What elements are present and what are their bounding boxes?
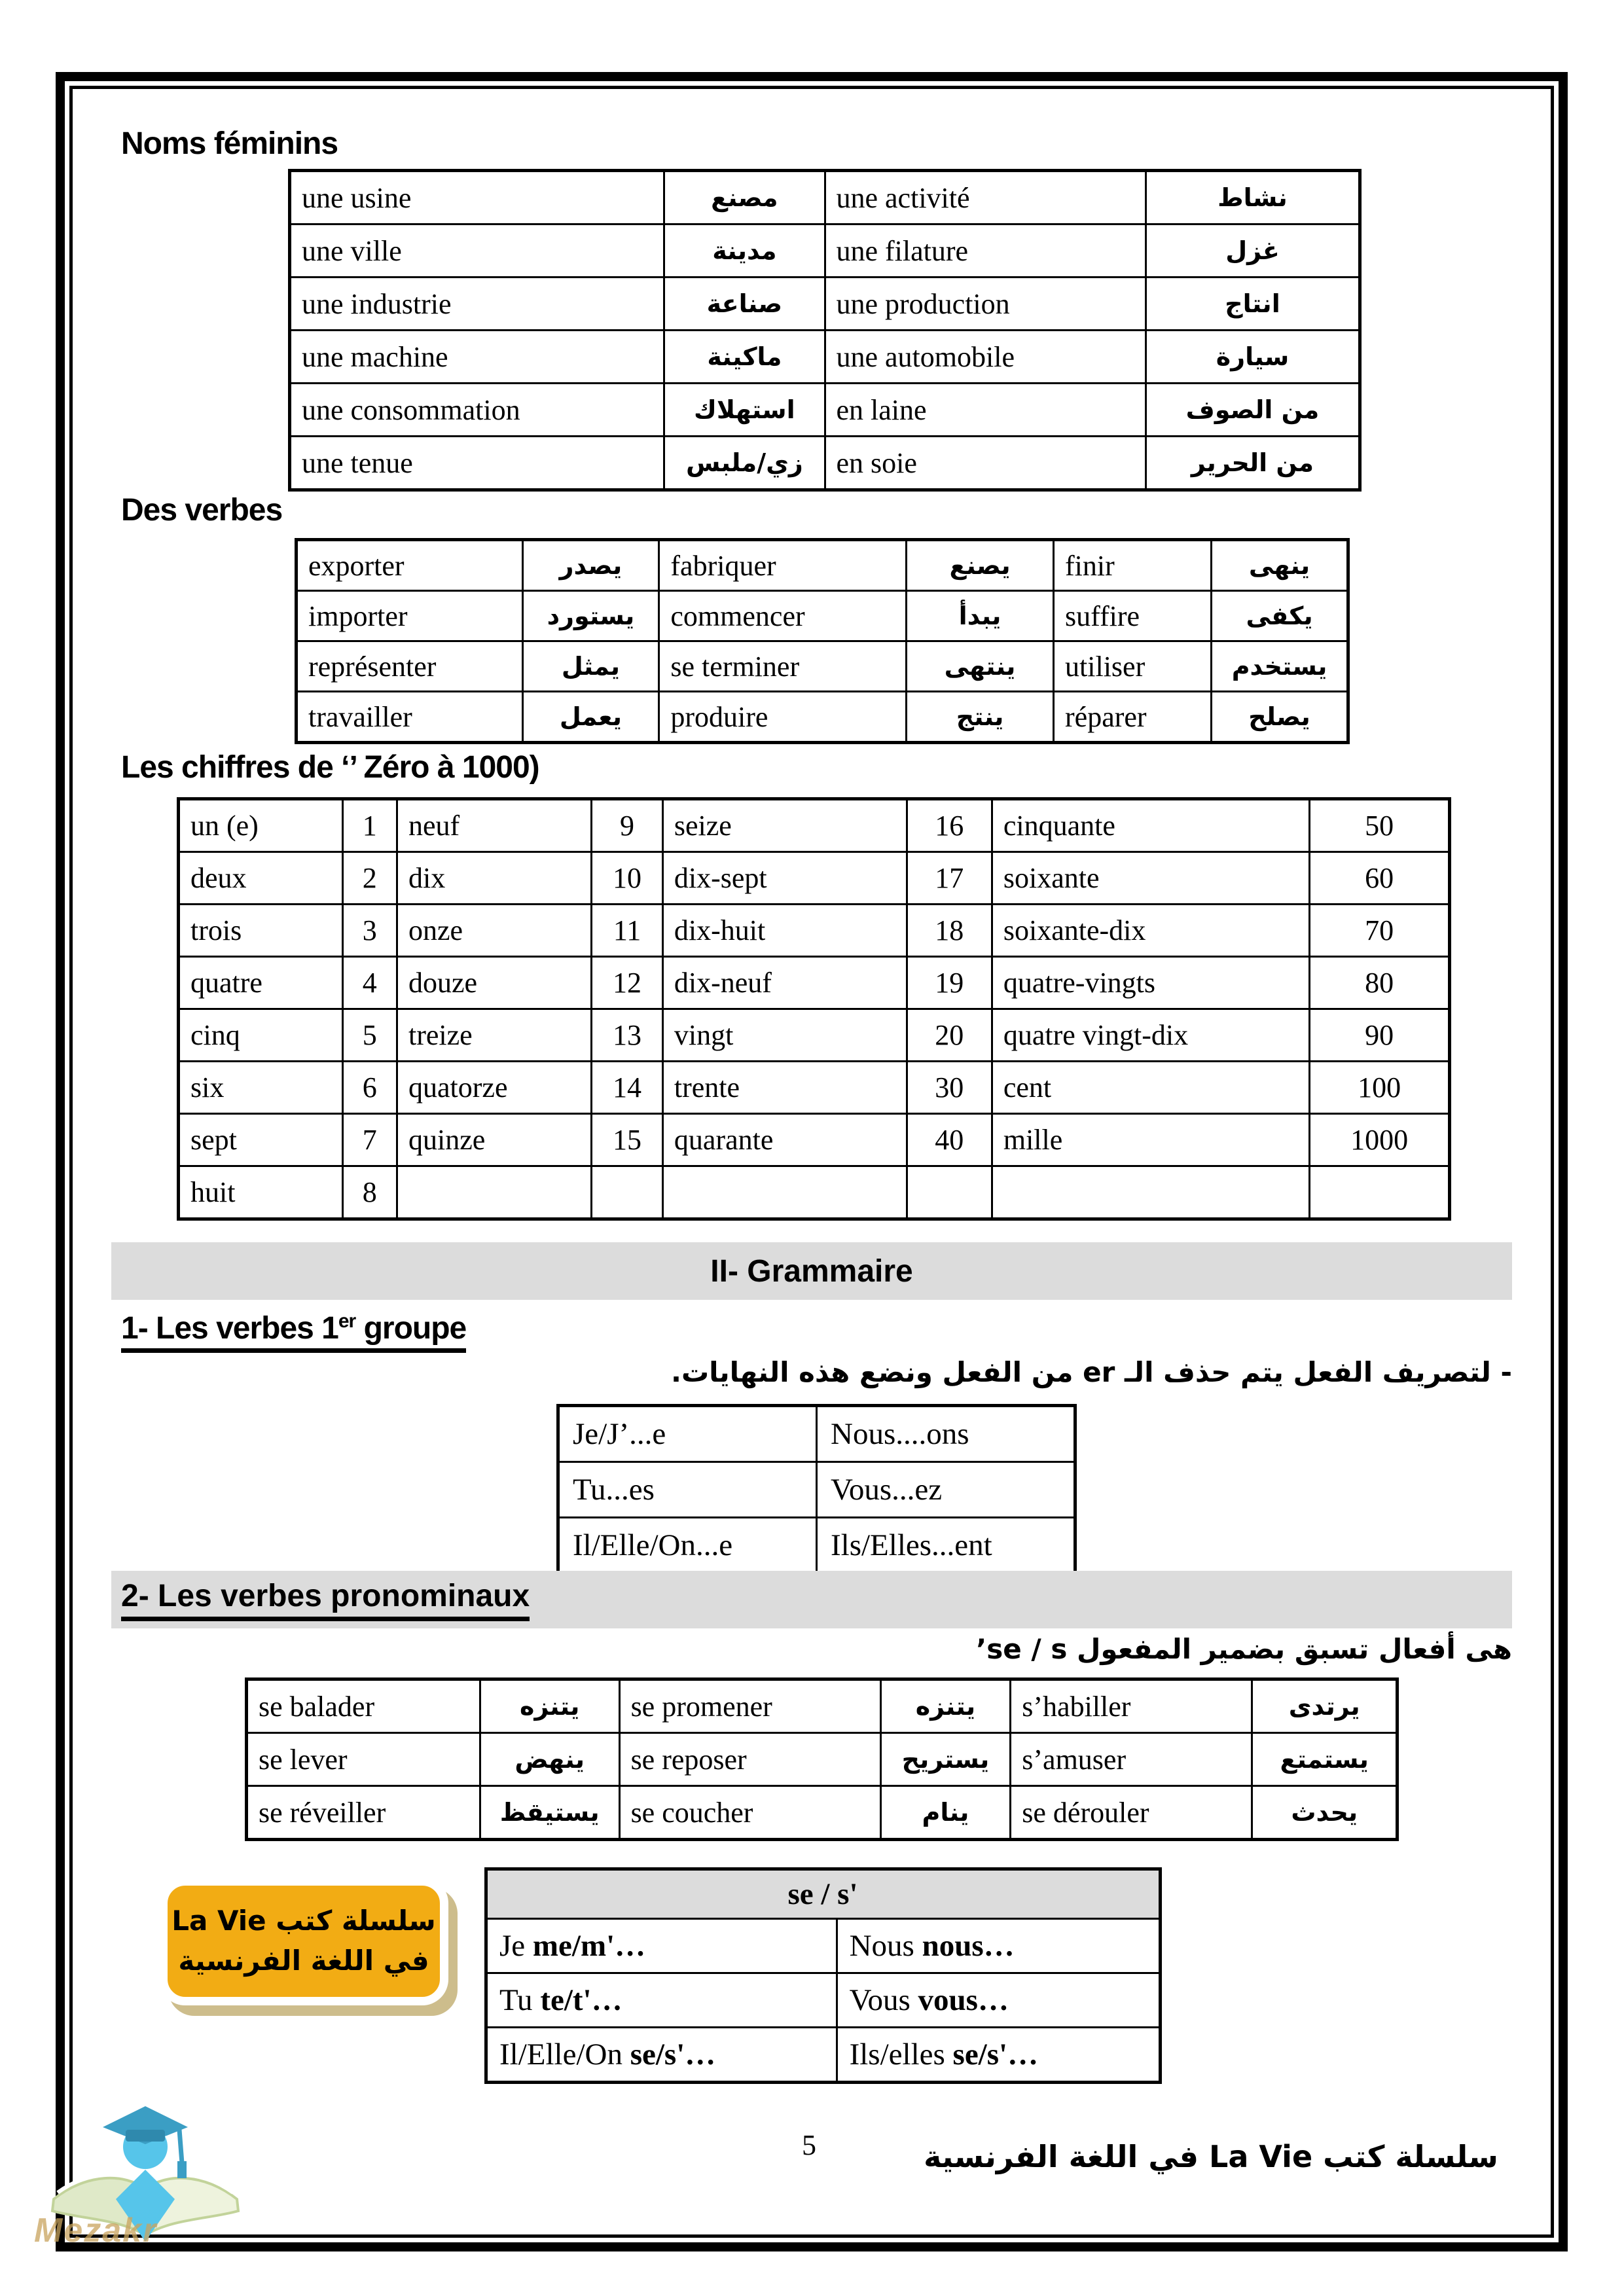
arabic-translation-cell: ينتهى [907,641,1054,692]
la-vie-series-badge [159,1877,448,2005]
pronoun-reflexive: te/t'… [540,1983,623,2017]
ending-cell: Nous....ons [817,1406,1075,1462]
french-verb-cell: représenter [297,641,523,692]
arabic-translation-cell: يمثل [522,641,659,692]
arabic-translation-cell: ماكينة [664,331,825,384]
french-verb-cell: se balader [247,1679,480,1733]
number-word-cell: cinq [179,1009,343,1062]
pronoun-text: Nous [849,1929,922,1963]
number-word-cell: quarante [662,1114,907,1166]
number-value-cell: 19 [907,957,992,1009]
verbes-table [295,538,1350,744]
number-value-cell: 80 [1310,957,1450,1009]
french-word-cell: une activité [825,171,1146,224]
arabic-translation-cell: يستيقظ [480,1786,619,1840]
table-row [247,1786,1398,1840]
conjugation-note-arabic: - لتصريف الفعل يتم حذف الـ er من الفعل ونضع هذه النهايات. [670,1356,1512,1388]
number-word-cell [397,1166,592,1219]
badge-line1: سلسلة كتب La Vie [171,1905,436,1937]
french-word-cell: en soie [825,437,1146,490]
arabic-translation-cell: سيارة [1146,331,1360,384]
table-row [297,692,1348,743]
french-word-cell: en laine [825,384,1146,437]
number-value-cell [1310,1166,1450,1219]
pronoun-reflexive: nous… [922,1929,1015,1963]
number-value-cell: 12 [592,957,663,1009]
number-word-cell: soixante-dix [992,905,1310,957]
pronoun-reflexive: me/m'… [532,1929,646,1963]
arabic-translation-cell: يصنع [907,540,1054,591]
number-word-cell: onze [397,905,592,957]
pronominaux-banner-label: 2- Les verbes pronominaux [121,1578,530,1621]
pronoun-text: Tu [499,1983,541,2017]
number-word-cell: treize [397,1009,592,1062]
arabic-translation-cell: يحدث [1252,1786,1398,1840]
french-verb-cell: se coucher [619,1786,880,1840]
arabic-translation-cell: يستريح [880,1733,1011,1786]
table-row [290,278,1360,331]
number-value-cell: 11 [592,905,663,957]
grammaire-banner-label: II- Grammaire [710,1253,913,1289]
number-word-cell: vingt [662,1009,907,1062]
table-row [179,1009,1450,1062]
arabic-translation-cell: يصدر [522,540,659,591]
table-row [179,799,1450,852]
number-value-cell: 9 [592,799,663,852]
ending-cell: Ils/Elles...ent [817,1518,1075,1574]
table-row [558,1406,1075,1462]
number-word-cell: six [179,1062,343,1114]
french-word-cell: une machine [290,331,664,384]
table-row [297,641,1348,692]
footer-series-title: سلسلة كتب La Vie في اللغة الفرنسية [924,2139,1498,2174]
section-title-des-verbes: Des verbes [121,493,283,528]
number-word-cell: trente [662,1062,907,1114]
number-value-cell: 5 [342,1009,397,1062]
table-row [290,437,1360,490]
french-word-cell: une industrie [290,278,664,331]
number-word-cell: quatorze [397,1062,592,1114]
number-value-cell: 30 [907,1062,992,1114]
number-value-cell: 6 [342,1062,397,1114]
number-value-cell: 2 [342,852,397,905]
number-value-cell: 13 [592,1009,663,1062]
number-value-cell: 18 [907,905,992,957]
arabic-translation-cell: يرتدى [1252,1679,1398,1733]
table-row [486,2028,1161,2083]
number-word-cell: deux [179,852,343,905]
number-word-cell: neuf [397,799,592,852]
table-row [247,1679,1398,1733]
french-verb-cell: finir [1054,540,1212,591]
pronoun-cell [837,2028,1160,2083]
number-value-cell: 3 [342,905,397,957]
arabic-translation-cell: من الحرير [1146,437,1360,490]
se-s-header-cell: se / s' [486,1869,1161,1919]
number-value-cell: 16 [907,799,992,852]
arabic-translation-cell: يتنزه [480,1679,619,1733]
section-title-verbes-1er-groupe [121,1310,466,1346]
number-value-cell: 17 [907,852,992,905]
pronoun-cell [837,1973,1160,2028]
table-row [558,1462,1075,1518]
arabic-translation-cell: يكفى [1212,591,1348,641]
groupe1-title-post: groupe [355,1311,467,1346]
number-word-cell: huit [179,1166,343,1219]
ending-cell: Vous...ez [817,1462,1075,1518]
french-verb-cell: s’habiller [1011,1679,1252,1733]
table-row [290,331,1360,384]
number-value-cell: 7 [342,1114,397,1166]
section-title-noms-feminins: Noms féminins [121,126,338,161]
french-verb-cell: travailler [297,692,523,743]
pronoun-reflexive: vous… [918,1983,1009,2017]
french-verb-cell: importer [297,591,523,641]
publisher-watermark [34,2101,250,2271]
french-word-cell: une filature [825,224,1146,278]
french-verb-cell: s’amuser [1011,1733,1252,1786]
number-word-cell: seize [662,799,907,852]
arabic-translation-cell: يستخدم [1212,641,1348,692]
badge-line2: في اللغة الفرنسية [178,1945,429,1977]
table-row [558,1518,1075,1574]
number-word-cell: quatre [179,957,343,1009]
number-value-cell [907,1166,992,1219]
page-number: 5 [802,2129,816,2161]
number-word-cell: quatre-vingts [992,957,1310,1009]
arabic-translation-cell: زي/ملبس [664,437,825,490]
endings-table [556,1404,1077,1575]
table-row [297,540,1348,591]
table-row [179,905,1450,957]
pronoun-cell [486,1919,837,1973]
table-row [486,1919,1161,1973]
arabic-translation-cell: يعمل [522,692,659,743]
table-row [179,1114,1450,1166]
pronoun-reflexive: se/s'… [630,2037,716,2072]
watermark-text: Mezakr [34,2212,158,2250]
pronoun-cell [486,2028,837,2083]
number-word-cell: sept [179,1114,343,1166]
french-word-cell: une usine [290,171,664,224]
arabic-translation-cell: ينهى [1212,540,1348,591]
french-word-cell: une automobile [825,331,1146,384]
number-value-cell: 15 [592,1114,663,1166]
french-word-cell: une ville [290,224,664,278]
number-word-cell: trois [179,905,343,957]
number-word-cell: quatre vingt-dix [992,1009,1310,1062]
pronoun-text: Il/Elle/On [499,2037,630,2072]
number-word-cell: quinze [397,1114,592,1166]
french-verb-cell: suffire [1054,591,1212,641]
french-verb-cell: se promener [619,1679,880,1733]
number-word-cell: un (e) [179,799,343,852]
pronominal-note-arabic: هى أفعال تسبق بضمير المفعول se / s’ [976,1633,1512,1665]
french-verb-cell: produire [659,692,907,743]
french-verb-cell: se reposer [619,1733,880,1786]
section-title-chiffres: Les chiffres de ‘’ Zéro à 1000) [121,750,539,785]
number-value-cell [592,1166,663,1219]
ending-cell: Il/Elle/On...e [558,1518,817,1574]
ending-cell: Tu...es [558,1462,817,1518]
french-word-cell: une production [825,278,1146,331]
table-row [179,1166,1450,1219]
arabic-translation-cell: غزل [1146,224,1360,278]
number-word-cell: cent [992,1062,1310,1114]
french-verb-cell: se dérouler [1011,1786,1252,1840]
french-word-cell: une tenue [290,437,664,490]
number-word-cell [992,1166,1310,1219]
number-word-cell: dix-sept [662,852,907,905]
number-word-cell: douze [397,957,592,1009]
number-value-cell: 14 [592,1062,663,1114]
chiffres-table [177,797,1451,1221]
arabic-translation-cell: مصنع [664,171,825,224]
french-verb-cell: fabriquer [659,540,907,591]
pronominaux-table [245,1677,1399,1841]
groupe1-title-sup: er [338,1310,356,1332]
table-row [486,1869,1161,1919]
arabic-translation-cell: ينام [880,1786,1011,1840]
number-value-cell: 20 [907,1009,992,1062]
number-value-cell: 10 [592,852,663,905]
arabic-translation-cell: يستمتع [1252,1733,1398,1786]
arabic-translation-cell: يصلح [1212,692,1348,743]
table-row [290,171,1360,224]
table-row [247,1733,1398,1786]
table-row [297,591,1348,641]
number-value-cell: 100 [1310,1062,1450,1114]
pronoun-cell [837,1919,1160,1973]
french-word-cell: une consommation [290,384,664,437]
ending-cell: Je/J’...e [558,1406,817,1462]
arabic-translation-cell: من الصوف [1146,384,1360,437]
number-word-cell: dix [397,852,592,905]
arabic-translation-cell: يستورد [522,591,659,641]
arabic-translation-cell: نشاط [1146,171,1360,224]
number-word-cell: soixante [992,852,1310,905]
table-row [486,1973,1161,2028]
number-word-cell: dix-neuf [662,957,907,1009]
number-word-cell: mille [992,1114,1310,1166]
french-verb-cell: se réveiller [247,1786,480,1840]
pronominaux-banner [111,1571,1512,1628]
number-value-cell: 8 [342,1166,397,1219]
number-value-cell: 60 [1310,852,1450,905]
table-row [290,224,1360,278]
pronoun-text: Ils/elles [849,2037,953,2072]
pronoun-text: Je [499,1929,533,1963]
number-word-cell: cinquante [992,799,1310,852]
number-value-cell: 50 [1310,799,1450,852]
arabic-translation-cell: ينهض [480,1733,619,1786]
french-verb-cell: réparer [1054,692,1212,743]
arabic-translation-cell: انتاج [1146,278,1360,331]
table-row [179,1062,1450,1114]
se-s-table [484,1867,1162,2084]
arabic-translation-cell: صناعة [664,278,825,331]
grammaire-banner [111,1242,1512,1300]
number-value-cell: 1000 [1310,1114,1450,1166]
french-verb-cell: se terminer [659,641,907,692]
number-value-cell: 4 [342,957,397,1009]
number-value-cell: 90 [1310,1009,1450,1062]
pronoun-reflexive: se/s'… [952,2037,1039,2072]
groupe1-title-pre: 1- Les verbes 1 [121,1311,338,1346]
pronoun-text: Vous [849,1983,918,2017]
french-verb-cell: commencer [659,591,907,641]
number-word-cell [662,1166,907,1219]
number-word-cell: dix-huit [662,905,907,957]
french-verb-cell: se lever [247,1733,480,1786]
table-row [179,957,1450,1009]
number-value-cell: 1 [342,799,397,852]
arabic-translation-cell: ينتج [907,692,1054,743]
arabic-translation-cell: يتنزه [880,1679,1011,1733]
pronoun-cell [486,1973,837,2028]
table-row [290,384,1360,437]
number-value-cell: 70 [1310,905,1450,957]
number-value-cell: 40 [907,1114,992,1166]
arabic-translation-cell: استهلاك [664,384,825,437]
arabic-translation-cell: يبدأ [907,591,1054,641]
french-verb-cell: exporter [297,540,523,591]
table-row [179,852,1450,905]
arabic-translation-cell: مدينة [664,224,825,278]
noms-feminins-table [288,169,1362,492]
french-verb-cell: utiliser [1054,641,1212,692]
